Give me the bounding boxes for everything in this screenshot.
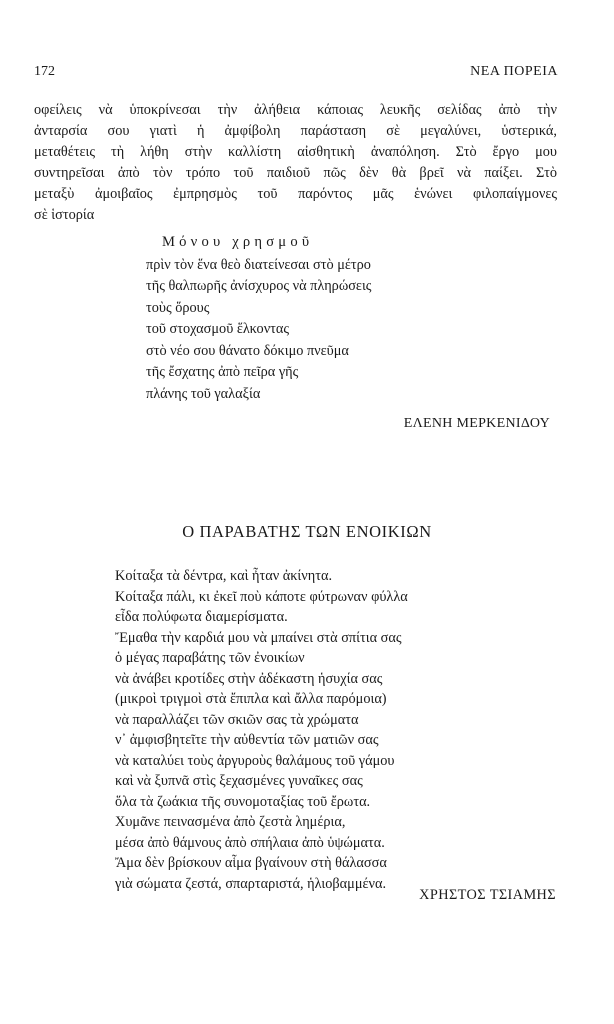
poem-verse: Ἄμα δὲν βρίσκουν αἷμα βγαίνουν στὴ θάλασσα (115, 855, 387, 871)
poem-verse: (μικροὶ τριγμοὶ στὰ ἔπιπλα καὶ ἄλλα παρόμοια) (115, 691, 387, 707)
prose-line: ἀνταρσία σου γιατὶ ἡ ἀμφίβολη παράσταση σὲ μεγαλύνει, ὑστερικά, (34, 123, 557, 139)
prose-line: μεταξὺ ἀμοιβαῖος ἐμπρησμὸς τοῦ παρόντος μᾶς ἑνώνει φιλοπαίγμονες (34, 186, 557, 202)
poem-verse: τοῦ στοχασμοῦ ἕλκοντας (146, 321, 290, 337)
page-number: 172 (34, 64, 55, 79)
poem-verse: πλάνης τοῦ γαλαξία (146, 385, 261, 402)
author-signature-first: ΕΛΕΝΗ ΜΕΡΚΕΝΙΔΟΥ (403, 416, 550, 431)
prose-line: συντηρεῖσαι ἀπὸ τὸν τρόπο τοῦ παιδιοῦ πῶς δὲν θὰ βρεῖ νὰ παίξει. Στὸ (34, 165, 557, 181)
poem-title: Ο ΠΑΡΑΒΑΤΗΣ ΤΩΝ ΕΝΟΙΚΙΩΝ (182, 522, 432, 541)
poem-verse: τῆς θαλπωρῆς ἀνίσχυρος νὰ πληρώσεις (146, 278, 372, 294)
poem-heading: Μόνου χρησμοῦ (162, 234, 314, 250)
author-signature-second: ΧΡΗΣΤΟΣ ΤΣΙΑΜΗΣ (419, 887, 556, 903)
poem-verse: Χυμᾶνε πεινασμένα ἀπὸ ζεστὰ λημέρια, (115, 814, 346, 830)
poem-verse: Ἔμαθα τὴν καρδιά μου νὰ μπαίνει στὰ σπίτια σας (115, 629, 402, 646)
poem-verse: ὅλα τὰ ζωάκια τῆς συνομοταξίας τοῦ ἔρωτα. (115, 793, 371, 810)
poem-verse: μέσα ἀπὸ θάμνους ἀπὸ σπήλαια ἀπὸ ὑψώματα. (115, 834, 385, 851)
journal-title: ΝΕΑ ΠΟΡΕΙΑ (470, 64, 558, 79)
prose-line: μεταθέτεις τὴ λήθη στὴν καλλίστη αἰσθητικὴ ἀναπόληση. Στὸ ἔργο μου (34, 144, 557, 160)
poem-verse: τῆς ἔσχατης ἀπὸ πεῖρα γῆς (146, 364, 299, 380)
prose-line: οφείλεις νὰ ὑποκρίνεσαι τὴν ἀλήθεια κάποιας λευκῆς σελίδας ἀπὸ τὴν (34, 102, 557, 118)
poem-verse: ν᾽ ἀμφισβητεῖτε τὴν αὐθεντία τῶν ματιῶν σας (115, 732, 379, 748)
poem-verse: Κοίταξα τὰ δέντρα, καὶ ἦταν ἀκίνητα. (115, 568, 333, 584)
poem-verse: Κοίταξα πάλι, κι ἐκεῖ ποὺ κάποτε φύτρωναν φύλλα (115, 588, 408, 605)
poem-verse: νὰ παραλλάζει τῶν σκιῶν σας τὰ χρώματα (115, 711, 359, 728)
prose-line: σὲ ἱστορία (34, 207, 95, 223)
poem-verse: πρὶν τὸν ἕνα θεὸ διατείνεσαι στὸ μέτρο (146, 256, 371, 273)
poem-first (146, 232, 371, 405)
poem-second (115, 566, 408, 894)
poem-verse: στὸ νέο σου θάνατο δόκιμο πνεῦμα (146, 342, 349, 359)
poem-verse: νὰ καταλύει τοὺς ἀργυροὺς θαλάμους τοῦ γάμου (115, 752, 395, 769)
poem-verse: τοὺς ὅρους (146, 299, 210, 316)
page-header (34, 64, 558, 84)
poem-verse: εἶδα πολύφωτα διαμερίσματα. (115, 609, 288, 625)
poem-verse: νὰ ἀνάβει κροτίδες στὴν ἀδέκαστη ἡσυχία σας (115, 670, 383, 687)
poem-verse: ὁ μέγας παραβάτης τῶν ἐνοικίων (115, 650, 305, 666)
poem-verse: καὶ νὰ ξυπνᾶ στὶς ξεχασμένες γυναῖκες σας (115, 773, 363, 789)
prose-paragraph (34, 100, 557, 226)
poem-verse: γιὰ σώματα ζεστά, σπαρταριστά, ἡλιοβαμμένα. (115, 875, 387, 892)
